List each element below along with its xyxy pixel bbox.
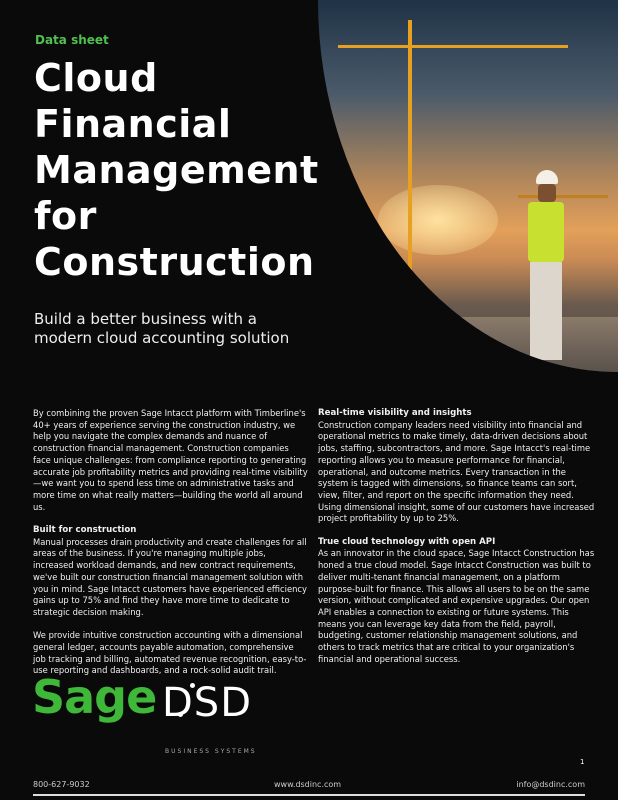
footer-email-link[interactable]: info@dsdinc.com bbox=[516, 780, 585, 789]
section-paragraph: Manual processes drain productivity and create challenges for all areas of the business. If you're managing multiple jobs, increased workload demands, and new contract requirements, we've built our construction financial management solution with you in mind. Sage Intacct customers have experienced efficiency gains up to 75% and find they have more time to dedicate to strategic decision making. bbox=[33, 536, 307, 617]
section-paragraph: Construction company leaders need visibility into financial and operational metrics to make timely, data-driven decisions about jobs, staffing, subcontractors, and more. Sage Intacct's real-time reporting allows you to measure performance for financial, operational, and outcome metrics. Every transaction in the system is tagged with dimensions, so finance teams can sort, view, filter, and report on the specific information they need. Using dimensional insight, some of our customers have increased project profitability by up to 25%. bbox=[318, 419, 595, 524]
section-heading: Real-time visibility and insights bbox=[318, 408, 472, 418]
dsd-logo-tagline: BUSINESS SYSTEMS bbox=[165, 748, 257, 755]
section-heading: Built for construction bbox=[33, 525, 137, 536]
worker bbox=[518, 170, 578, 360]
intro-paragraph: By combining the proven Sage Intacct platform with Timberline's 40+ years of experience serving the construction industry, we help you navigate the complex demands and nuance of construction financial management. Construction companies face unique challenges: from compliance reporting to generating accurate job profitability metrics and providing real-time visibility—we want you to spend less time on administrative tasks and more time on what really matters—building the world all around us. bbox=[33, 408, 308, 512]
doc-type-label: Data sheet bbox=[35, 33, 109, 47]
footer-website-link[interactable]: www.dsdinc.com bbox=[274, 780, 342, 789]
footer-rule bbox=[33, 794, 585, 796]
right-column bbox=[318, 408, 598, 677]
section-heading: True cloud technology with open API bbox=[318, 536, 496, 547]
page-subtitle: Build a better business with a modern cloud accounting solution bbox=[34, 310, 290, 347]
crane-mast bbox=[408, 20, 412, 320]
section-paragraph: As an innovator in the cloud space, Sage Intacct Construction has honed a true cloud model. Sage Intacct Construction was built to deliver multi-tenant financial management, on a platform purpose-built for finance. This allows all users to be on the same version, without complicated and expensive upgrades. Our open API enables a connection to existing or future systems. This means you can leverage key data from the field, payroll, budgeting, customer relationship management solutions, and others to track metrics that are critical to your organization's financial and operational success. bbox=[318, 548, 595, 664]
crane-jib bbox=[338, 45, 568, 48]
construction-photo bbox=[318, 0, 618, 372]
section-paragraph: We provide intuitive construction accounting with a dimensional general ledger, accounts payable automation, comprehensive job tracking and billing, automated revenue recognition, easy-to-use reporting and dashboards, and a rock-solid audit trail. bbox=[33, 630, 307, 676]
footer-phone: 800-627-9032 bbox=[33, 780, 90, 789]
left-column bbox=[33, 408, 308, 689]
sunset-glow bbox=[378, 185, 498, 255]
page-number: 1 bbox=[580, 758, 585, 766]
dsd-logo: DSD bbox=[162, 680, 252, 726]
page-title: Cloud Financial Management for Construction bbox=[34, 56, 319, 284]
sage-logo: Sage bbox=[32, 670, 157, 724]
